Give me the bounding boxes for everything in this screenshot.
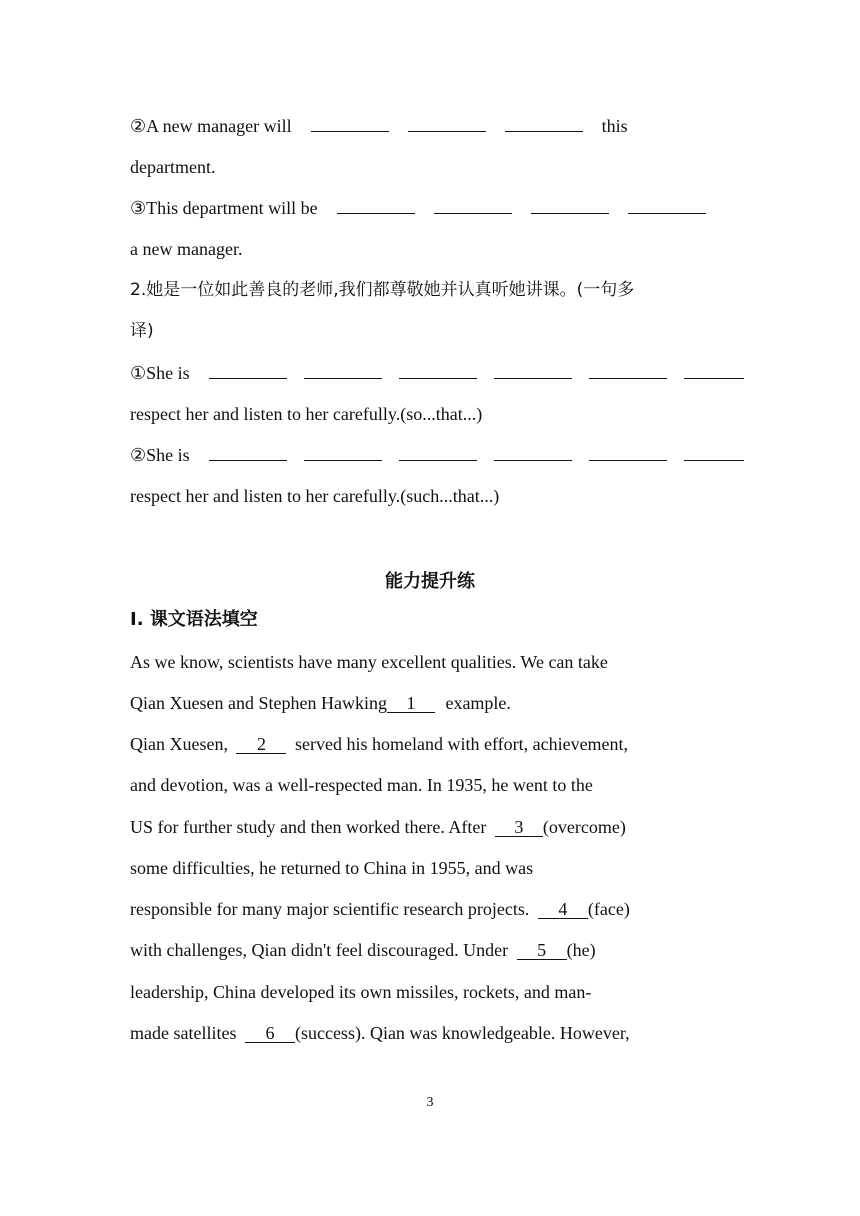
passage-text: US for further study and then worked there. After (130, 817, 487, 837)
answer-blank-2[interactable]: 2 (236, 735, 286, 754)
passage-line: and devotion, was a well-respected man. In 1935, he went to the (130, 775, 593, 795)
passage-line: leadership, China developed its own missiles, rockets, and man- (130, 982, 592, 1002)
answer-blank-5[interactable]: 5 (517, 941, 567, 960)
answer-blank[interactable] (337, 197, 415, 214)
answer-blank[interactable] (399, 362, 477, 379)
item-3-prefix: ③This department will be (130, 198, 318, 218)
passage-text: Qian Xuesen, (130, 734, 228, 754)
ex2-item-2-line-2: respect her and listen to her carefully.(such...that...) (130, 486, 500, 506)
passage-text: responsible for many major scientific research projects. (130, 899, 530, 919)
passage-text: (he) (566, 940, 596, 960)
passage-text: with challenges, Qian didn't feel discouraged. Under (130, 940, 509, 960)
passage-line (130, 691, 730, 715)
item-2-suffix: this (601, 116, 628, 136)
passage-line (130, 938, 730, 962)
ex2-item-2-prefix: ②She is (130, 445, 190, 465)
answer-blank[interactable] (311, 115, 389, 132)
answer-blank[interactable] (494, 444, 572, 461)
answer-blank[interactable] (399, 444, 477, 461)
item-3-line-2: a new manager. (130, 239, 243, 259)
section-subtitle: Ⅰ. 课文语法填空 (130, 609, 258, 630)
answer-blank-1[interactable]: 1 (387, 694, 435, 713)
passage-text: (success). Qian was knowledgeable. However, (294, 1023, 630, 1043)
ex2-item-1-line-2: respect her and listen to her carefully.(so...that...) (130, 404, 483, 424)
item-2-line-2: department. (130, 157, 216, 177)
item-3-line (130, 196, 730, 220)
answer-blank[interactable] (628, 197, 706, 214)
passage-line: As we know, scientists have many excellent qualities. We can take (130, 652, 608, 672)
section-title: 能力提升练 (385, 571, 475, 592)
answer-blank[interactable] (408, 115, 486, 132)
item-2-prefix: ②A new manager will (130, 116, 292, 136)
passage-line: some difficulties, he returned to China in 1955, and was (130, 858, 534, 878)
answer-blank[interactable] (531, 197, 609, 214)
exercise-2-prompt-2: 译) (130, 321, 154, 341)
answer-blank[interactable] (684, 362, 744, 379)
page-number: 3 (426, 1095, 434, 1110)
passage-text: (overcome) (542, 817, 626, 837)
answer-blank[interactable] (434, 197, 512, 214)
answer-blank[interactable] (304, 362, 382, 379)
passage-line (130, 897, 730, 921)
passage-line (130, 732, 730, 756)
passage-text: served his homeland with effort, achievement, (294, 734, 629, 754)
passage-text: Qian Xuesen and Stephen Hawking (130, 693, 387, 713)
item-2-line (130, 114, 730, 138)
answer-blank[interactable] (304, 444, 382, 461)
answer-blank[interactable] (589, 362, 667, 379)
answer-blank[interactable] (494, 362, 572, 379)
passage-line (130, 1021, 730, 1045)
passage-text: (face) (587, 899, 630, 919)
passage-text: made satellites (130, 1023, 237, 1043)
answer-blank[interactable] (209, 362, 287, 379)
ex2-item-1-prefix: ①She is (130, 363, 190, 383)
answer-blank[interactable] (589, 444, 667, 461)
answer-blank[interactable] (684, 444, 744, 461)
answer-blank-4[interactable]: 4 (538, 900, 588, 919)
passage-text: example. (445, 693, 511, 713)
ex2-item-2-line (130, 443, 730, 467)
passage-line (130, 815, 730, 839)
answer-blank[interactable] (209, 444, 287, 461)
answer-blank-3[interactable]: 3 (495, 818, 543, 837)
ex2-item-1-line (130, 361, 730, 385)
exercise-2-prompt: 2.她是一位如此善良的老师,我们都尊敬她并认真听她讲课。(一句多 (130, 280, 635, 300)
answer-blank[interactable] (505, 115, 583, 132)
answer-blank-6[interactable]: 6 (245, 1024, 295, 1043)
